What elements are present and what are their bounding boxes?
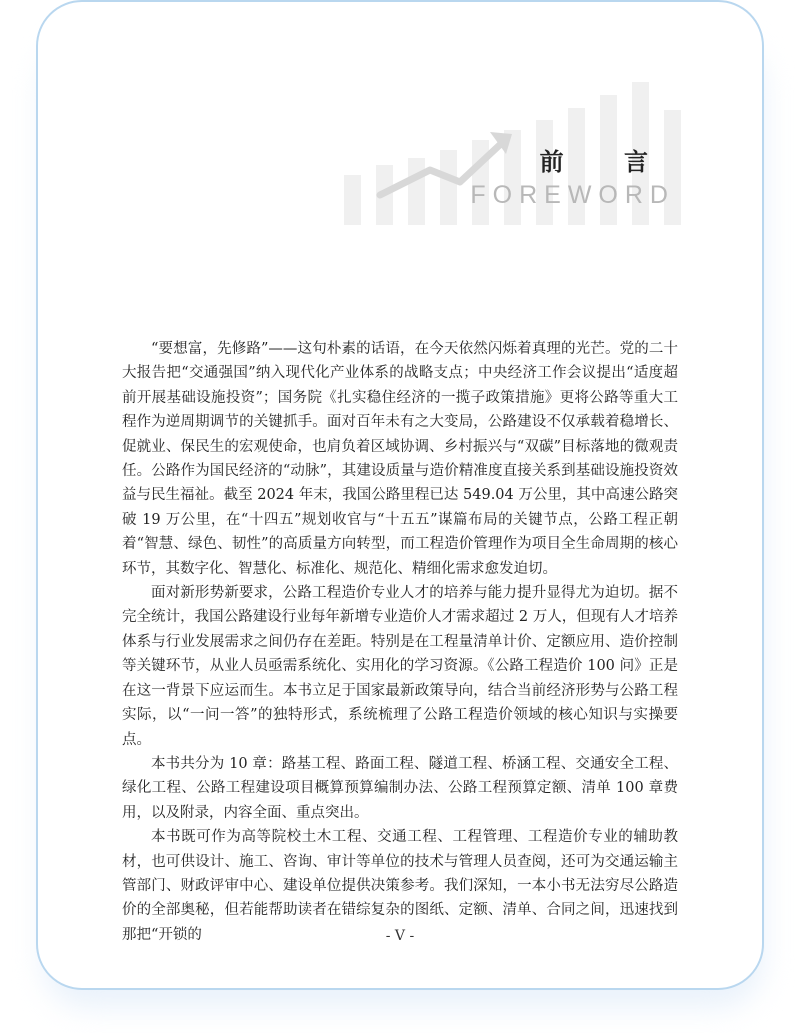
- page-title: 前 言: [539, 147, 674, 176]
- foreword-paragraph-4: 本书既可作为高等院校土木工程、交通工程、工程管理、工程造价专业的辅助教材，也可供设计、施工、咨询、审计等单位的技术与管理人员查阅，还可为交通运输主管部门、财政评审中心、建设单位提供决策参考。我们深知，一本小书无法穷尽公路造价的全部奥秘，但若能帮助读者在错综复杂的图纸、定额、清单、合同之间，迅速找到那把“开锁的: [122, 829, 678, 943]
- foreword-paragraph-2: 面对新形势新要求，公路工程造价专业人才的培养与能力提升显得尤为迫切。据不完全统计，我国公路建设行业每年新增专业造价人才需求超过 2 万人，但现有人才培养体系与行业发展需求之间仍存在差距。特别是在工程量清单计价、定额应用、造价控制等关键环节，从业人员亟需系统化、实用化的学习资源。《公路工程造价 100 问》正是在这一背景下应运而生。本书立足于国家最新政策导向，结合当前经济形势与公路工程实际，以“一问一答”的独特形式，系统梳理了公路工程造价领域的核心知识与实操要点。: [122, 585, 678, 748]
- foreword-paragraph-1: “要想富，先修路”——这句朴素的话语，在今天依然闪烁着真理的光芒。党的二十大报告把“交通强国”纳入现代化产业体系的战略支点；中央经济工作会议提出“适度超前开展基础设施投资”；国务院《扎实稳住经济的一揽子政策措施》更将公路等重大工程作为逆周期调节的关键抓手。面对百年未有之大变局，公路建设不仅承载着稳增长、促就业、保民生的宏观使命，也肩负着区域协调、乡村振兴与“双碳”目标落地的微观责任。公路作为国民经济的“动脉”，其建设质量与造价精准度直接关系到基础设施投资效益与民生福祉。截至 2024 年末，我国公路里程已达 549.04 万公里，其中高速公路突破 19 万公里，在“十四五”规划收官与“十五五”谋篇布局的关键节点，公路工程正朝着“智慧、绿色、韧性”的高质量方向转型，而工程造价管理作为项目全生命周期的核心环节，其数字化、智慧化、标准化、规范化、精细化需求愈发迫切。: [122, 341, 678, 577]
- page-subtitle-english: FOREWORD: [470, 181, 675, 209]
- foreword-paragraph-3: 本书共分为 10 章：路基工程、路面工程、隧道工程、桥涵工程、交通安全工程、绿化工程、公路工程建设项目概算预算编制办法、公路工程预算定额、清单 100 章费用，以及附录，内容全面、重点突出。: [122, 755, 678, 821]
- page-number: - V -: [385, 928, 415, 944]
- foreword-body: [122, 337, 678, 947]
